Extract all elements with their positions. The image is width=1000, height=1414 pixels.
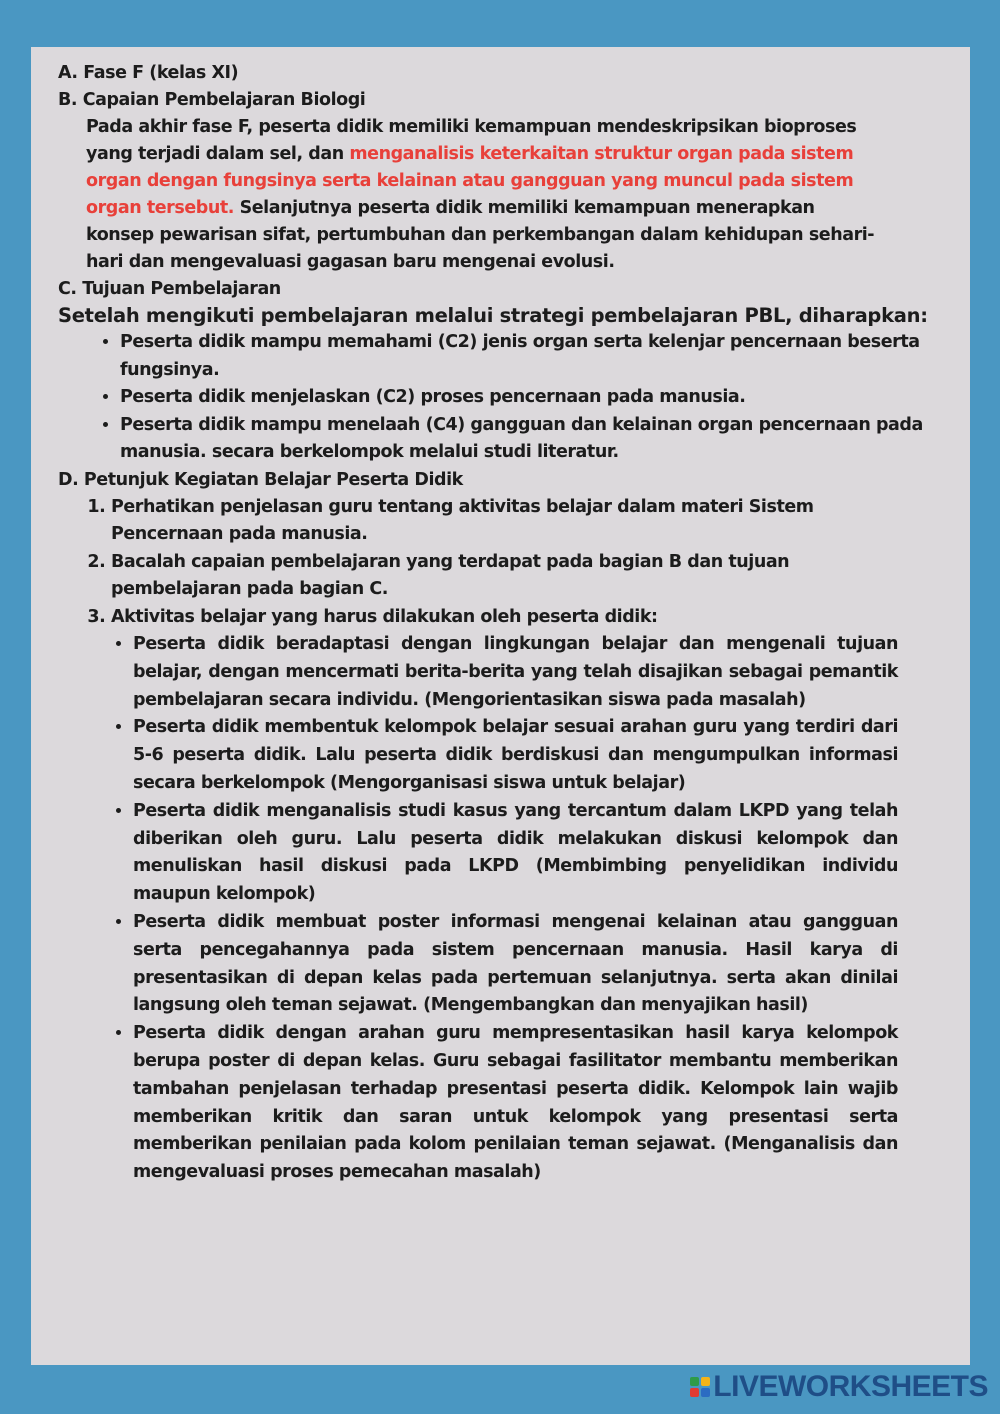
activity-item: • Peserta didik beradaptasi dengan lingkungan belajar dan mengenali tujuan belajar, dengan mencermati berita-berita yang telah disajikan sebagai pemantik pembelajaran secara individu. (Mengorientasikan siswa pada masalah) xyxy=(133,631,898,714)
section-c-intro: Setelah mengikuti pembelajaran melalui strategi pembelajaran PBL, diharapkan: xyxy=(58,304,928,327)
worksheet-content xyxy=(58,60,978,1187)
instruction-step: 2. Bacalah capaian pembelajaran yang terdapat pada bagian B dan tujuan pembelajaran pada bagian C. xyxy=(111,549,901,604)
learning-goal-item: • Peserta didik menjelaskan (C2) proses pencernaan pada manusia. xyxy=(120,384,962,412)
instruction-steps-list xyxy=(58,494,901,1187)
section-d-heading: D. Petunjuk Kegiatan Belajar Peserta Didik xyxy=(58,469,463,490)
liveworksheets-logo-icon xyxy=(690,1377,710,1397)
section-b-paragraph xyxy=(58,114,886,276)
activity-item: • Peserta didik menganalisis studi kasus yang tercantum dalam LKPD yang telah diberikan oleh guru. Lalu peserta didik melakukan diskusi kelompok dan menuliskan hasil diskusi pada LKPD (Membimbing penyelidikan individu maupun kelompok) xyxy=(133,798,898,909)
liveworksheets-logo[interactable] xyxy=(690,1370,988,1404)
activity-item: • Peserta didik dengan arahan guru mempresentasikan hasil karya kelompok berupa poster di depan kelas. Guru sebagai fasilitator membantu memberikan tambahan penjelasan terhadap presentasi peserta didik. Kelompok lain wajib memberikan kritik dan saran untuk kelompok yang presentasi serta memberikan penilaian pada kolom penilaian teman sejawat. (Menganalisis dan mengevaluasi proses pemecahan masalah) xyxy=(133,1020,898,1187)
activity-item: • Peserta didik membentuk kelompok belajar sesuai arahan guru yang terdiri dari 5-6 peserta didik. Lalu peserta didik berdiskusi dan mengumpulkan informasi secara berkelompok (Mengorganisasi siswa untuk belajar) xyxy=(133,714,898,797)
learning-goal-item: • Peserta didik mampu menelaah (C4) gangguan dan kelainan organ pencernaan pada manusia. secara berkelompok melalui studi literatur. xyxy=(120,412,962,467)
instruction-step: 1. Perhatikan penjelasan guru tentang aktivitas belajar dalam materi Sistem Pencernaan pada manusia. xyxy=(111,494,901,549)
paragraph-text-2: Selanjutnya peserta didik memiliki kemampuan menerapkan konsep pewarisan sifat, pertumbuhan dan perkembangan dalam kehidupan sehari-hari dan mengevaluasi gagasan baru mengenai evolusi. xyxy=(86,198,875,272)
paragraph-highlight: menganalisis keterkaitan struktur organ pada sistem organ dengan fungsinya serta kelainan atau gangguan yang muncul pada sistem organ tersebut. xyxy=(86,144,854,218)
paragraph-text-1: Pada akhir fase F, peserta didik memiliki kemampuan mendeskripsikan bioproses yang terjadi dalam sel, dan xyxy=(86,117,857,164)
learning-goals-list xyxy=(58,329,962,467)
learning-goal-item: • Peserta didik mampu memahami (C2) jenis organ serta kelenjar pencernaan beserta fungsinya. xyxy=(120,329,962,384)
section-a-heading: A. Fase F (kelas XI) xyxy=(58,63,239,83)
section-c-heading: C. Tujuan Pembelajaran xyxy=(58,279,281,299)
activities-list xyxy=(111,631,898,1187)
activity-item: • Peserta didik membuat poster informasi mengenai kelainan atau gangguan serta pencegahannya pada sistem pencernaan manusia. Hasil karya di presentasikan di depan kelas pada pertemuan selanjutnya. serta akan dinilai langsung oleh teman sejawat. (Mengembangkan dan menyajikan hasil) xyxy=(133,909,898,1020)
liveworksheets-logo-text: LIVEWORKSHEETS xyxy=(713,1370,988,1403)
instruction-step xyxy=(111,604,901,1187)
section-b-heading: B. Capaian Pembelajaran Biologi xyxy=(58,90,366,110)
instruction-step-text: Aktivitas belajar yang harus dilakukan oleh peserta didik: xyxy=(111,606,658,627)
